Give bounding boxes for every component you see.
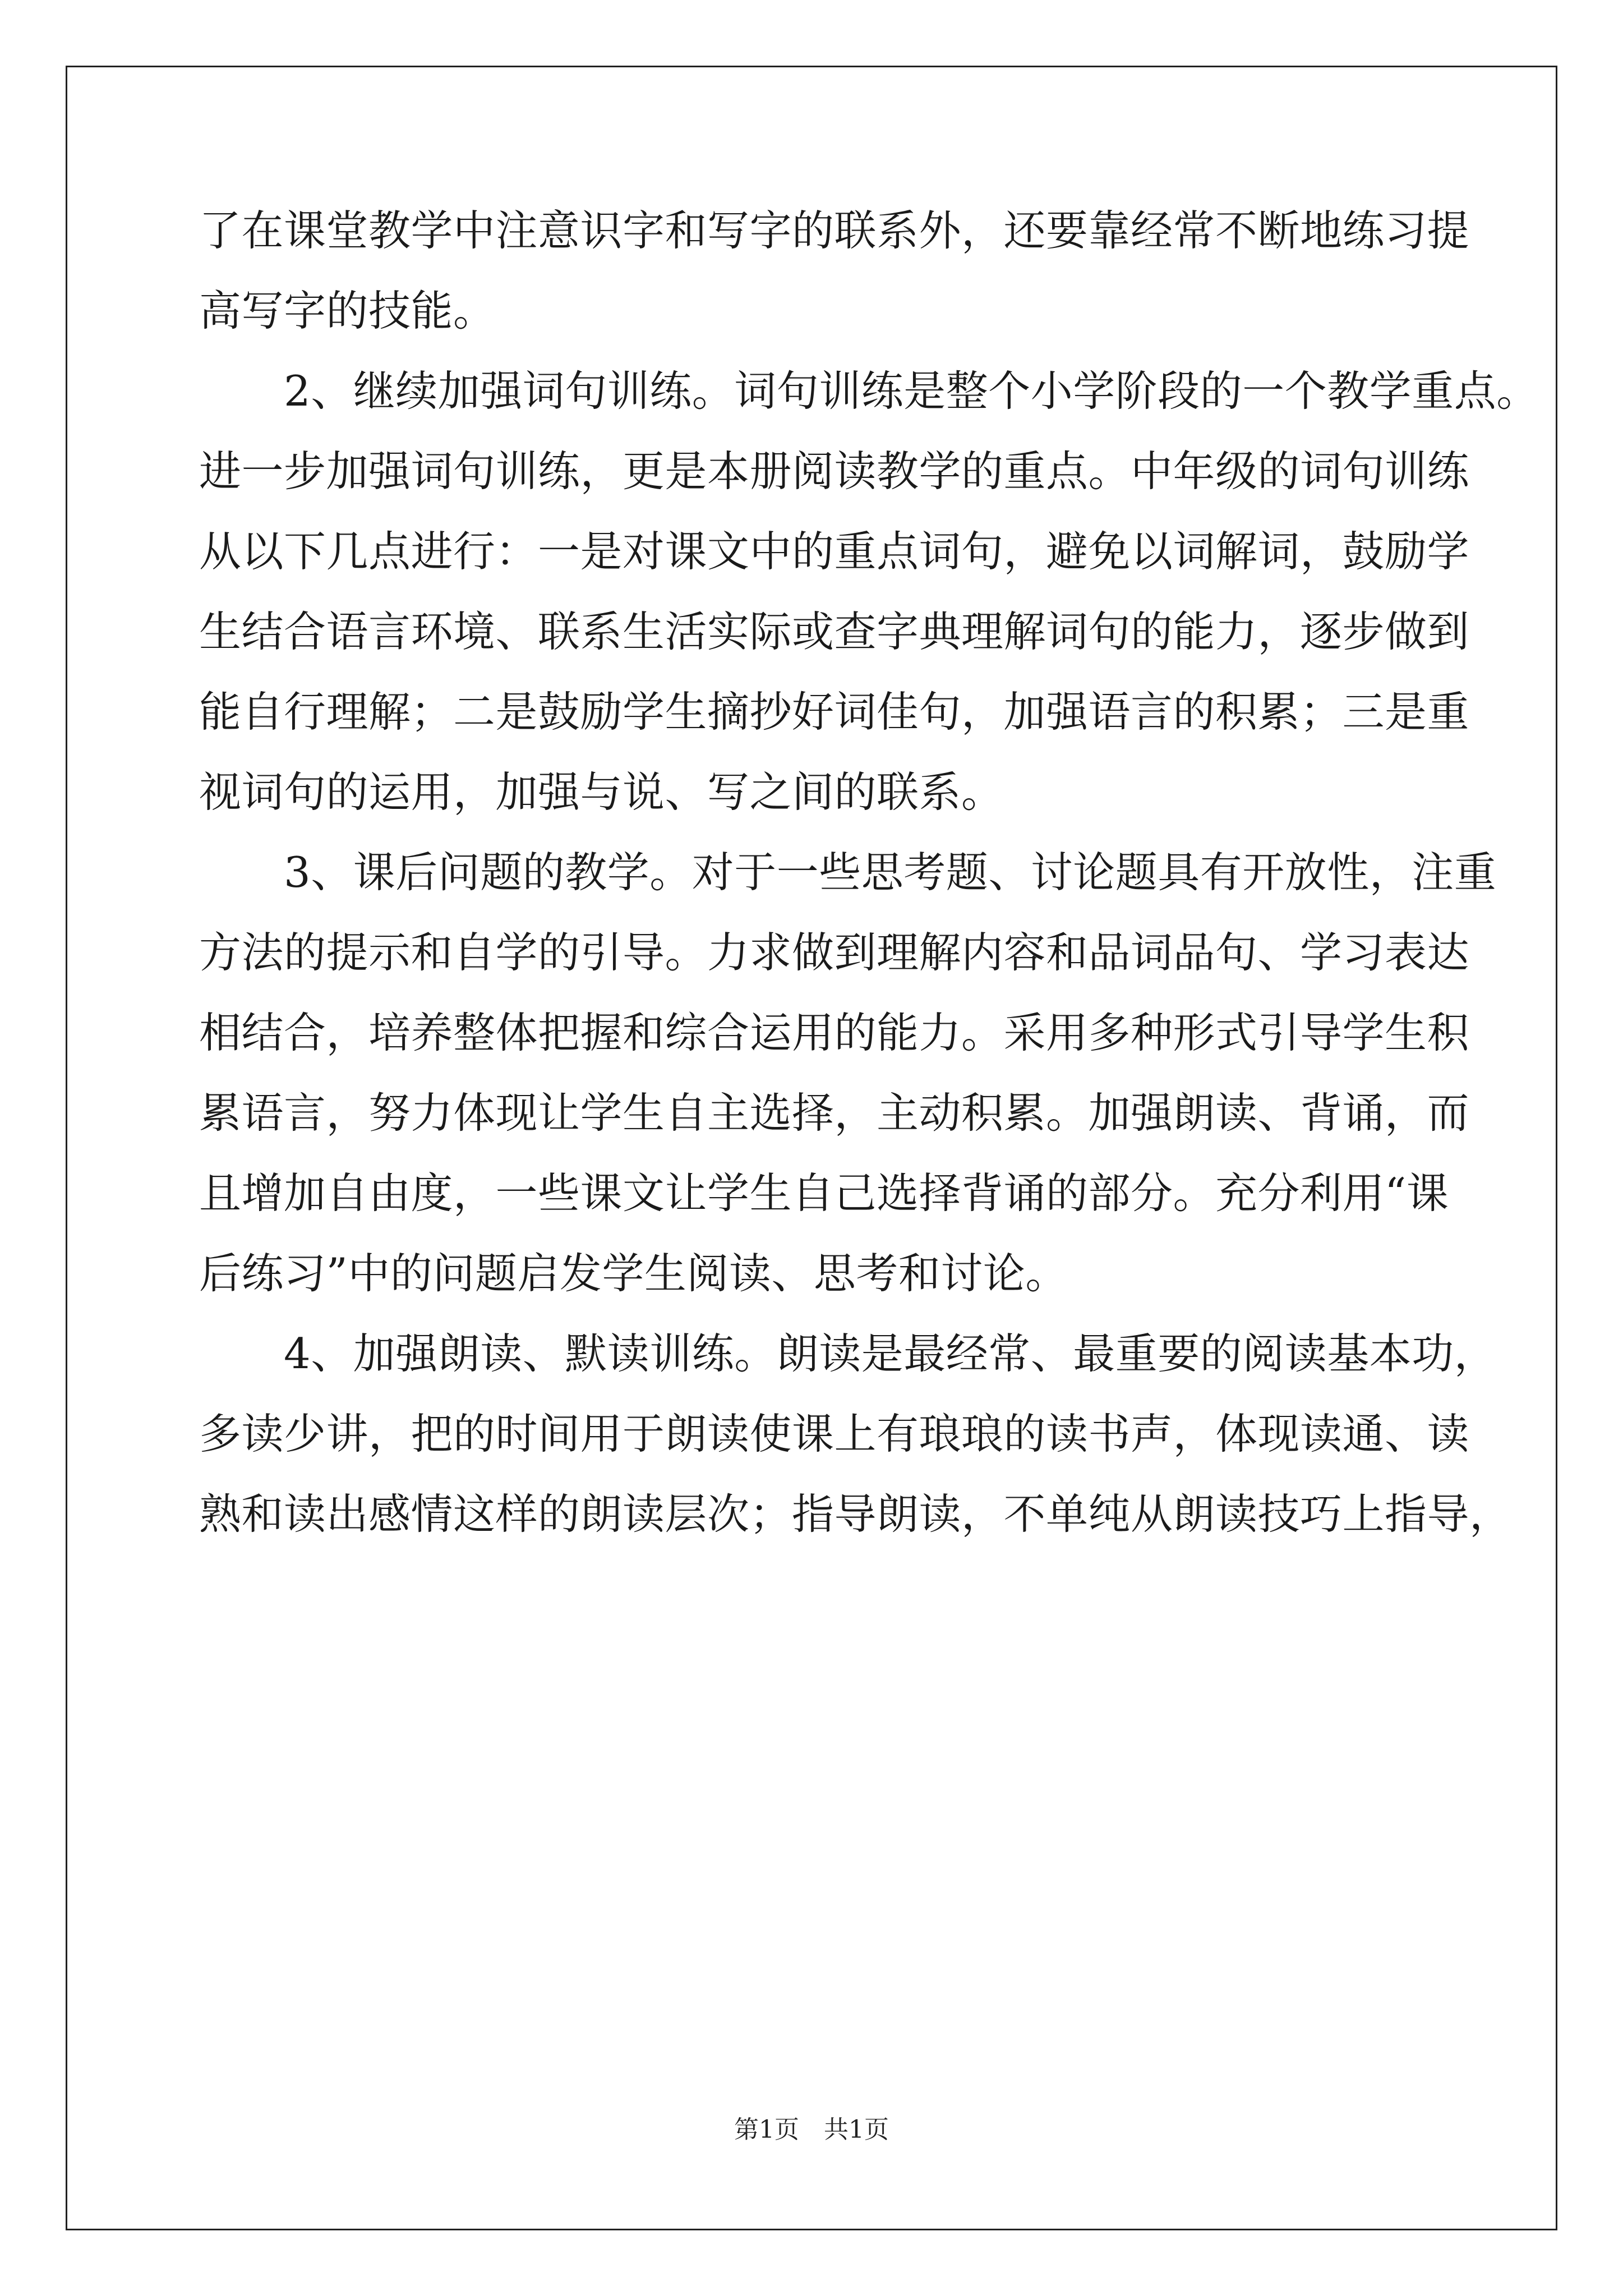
text-line: 能自行理解；二是鼓励学生摘抄好词佳句，加强语言的积累；三是重 (199, 687, 1470, 737)
text-line: 了在课堂教学中注意识字和写字的联系外，还要靠经常不断地练习提 (199, 206, 1470, 255)
text-line: 生结合语言环境、联系生活实际或查字典理解词句的能力，逐步做到 (199, 607, 1470, 656)
paragraph-text (199, 191, 1539, 1554)
text-line: 且增加自由度，一些课文让学生自己选择背诵的部分。充分利用“课 (199, 1168, 1449, 1218)
text-line: 3、课后问题的教学。对于一些思考题、讨论题具有开放性，注重 (199, 848, 1497, 897)
text-line: 视词句的运用，加强与说、写之间的联系。 (199, 767, 1004, 817)
page-number-label: 第1页 共1页 (734, 2115, 889, 2144)
text-line: 高写字的技能。 (199, 286, 496, 335)
text-line: 后练习”中的问题启发学生阅读、思考和讨论。 (199, 1249, 1068, 1298)
text-line: 多读少讲，把的时间用于朗读使课上有琅琅的读书声，体现读通、读 (199, 1409, 1470, 1458)
document-body (199, 191, 1539, 1554)
text-line: 从以下几点进行：一是对课文中的重点词句，避免以词解词，鼓励学 (199, 527, 1470, 576)
text-line: 方法的提示和自学的引导。力求做到理解内容和品词品句、学习表达 (199, 928, 1470, 977)
text-line: 累语言，努力体现让学生自主选择，主动积累。加强朗读、背诵，而 (199, 1088, 1470, 1138)
text-line: 4、加强朗读、默读训练。朗读是最经常、最重要的阅读基本功， (199, 1329, 1497, 1378)
text-line: 2、继续加强词句训练。词句训练是整个小学阶段的一个教学重点。 (199, 366, 1539, 416)
page-footer (0, 2109, 1623, 2145)
text-line: 相结合，培养整体把握和综合运用的能力。采用多种形式引导学生积 (199, 1008, 1470, 1057)
text-line: 进一步加强词句训练，更是本册阅读教学的重点。中年级的词句训练 (199, 447, 1470, 496)
text-line: 熟和读出感情这样的朗读层次；指导朗读，不单纯从朗读技巧上指导， (199, 1489, 1512, 1539)
